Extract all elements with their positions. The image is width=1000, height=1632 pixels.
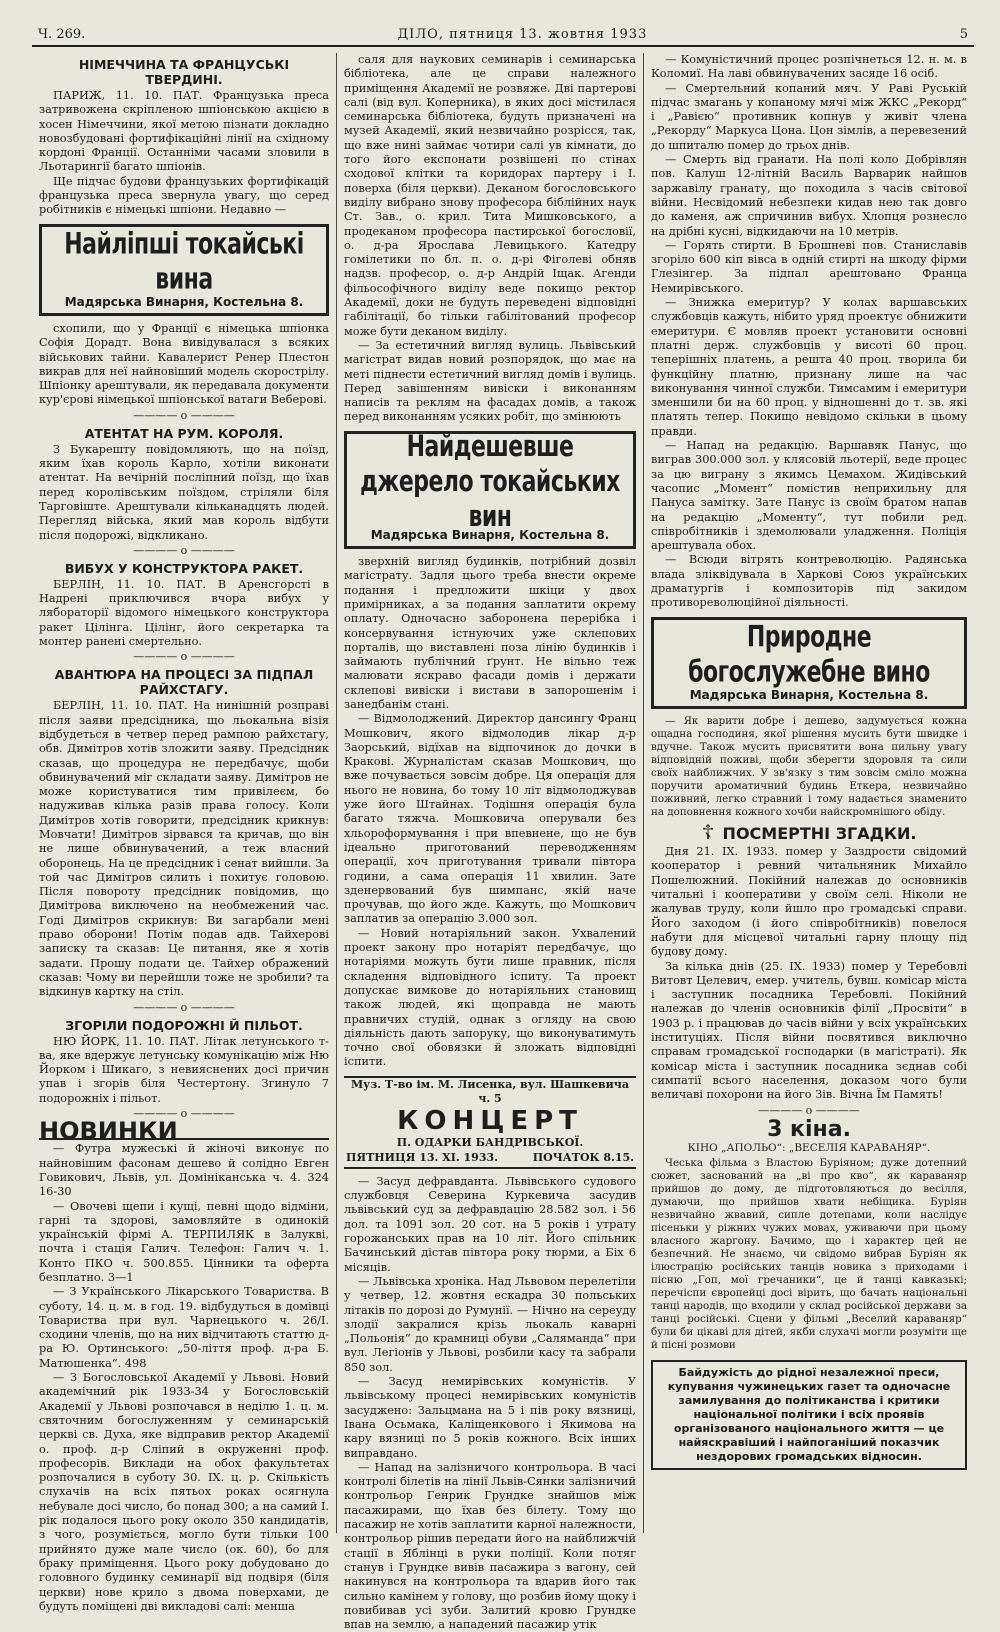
cinema-heading: 3 кіна. — [767, 1116, 851, 1142]
news-item: — Знижка емеритур? У колах варшавських службовців кажуть, нібито уряд проектує обнижити емеритури. Є мовляв проект установити основні платні держ. службовців у висоті 60 проц. теперішніх платень, а решта 40 проц. творила би функційну платню, признану лише на час виконування чинної служби. Тимсамим і емеритури зменшили би на 60 проц. у відношенні до т. зв. які платять тепер. Покищо невідомо скільки в цьому правди. — [651, 296, 967, 438]
concert-venue: Муз. Т-во ім. М. Лисенка, вул. Шашкевича ч. 5 — [351, 1077, 629, 1105]
concert-title: КОНЦЕРТ — [397, 1106, 583, 1137]
article-title: АТЕНТАТ НА РУМ. КОРОЛЯ. — [84, 425, 284, 441]
article-text: ПАРИЖ, 11. 10. ПАТ. Французька преса затривожена скріпленою шпіонською акцією в хосен Німеччини, якої метою пізнати докладно новозбудовані фортифікаційні лінії на східному кордоні Франції. Останніми часами зловили в Льотарингії багато шпіонів. — [39, 89, 329, 174]
article-title: ВИБУХ У КОНСТРУКТОРА РАКЕТ. — [64, 560, 304, 576]
news-item: — Засуд дефравданта. Львівського судового службовця Северина Куркевича засудив львівський суд за дефравдацію 28.582 зол. і 56 дол. та 1091 зол. 20 сот. на 5 років і утрату горожанських прав на 10 літ. Його спільник Бачинський дістав півтора року тюрми, а Біх 6 місяців. — [344, 1174, 636, 1274]
news-item: — Горять стирти. В Брошневі пов. Станиславів згоріло 600 кіп вівса в одній стирті на шкоду фірми Глезінгер. За підпал арештовано Франца Немирівського. — [651, 238, 967, 295]
ad-headline: Найдешевше джерело токайських вин — [360, 430, 620, 535]
news-item: — За естетичний вигляд вулиць. Львівський магістрат видав новий розпорядок, що має на меті піднести естетичний вигляд домів і вулиць. Перед завішенням вивіски і виконанням написів та реклям на фасадах домів, а також перед виконанням усяких робіт, що змінюють — [344, 338, 636, 424]
article-text: БЕРЛІН, 11. 10. ПАТ. В Аренсгорсті в Надрені приключився вчора вибух у ляборaторії відомого німецького конструктора ракет Цілінга. Цілінг, його секретарка та монтер ранені смертельно. — [39, 577, 329, 649]
column-3 — [644, 53, 974, 1533]
article-text: НЮ ЙОРК, 11. 10. ПАТ. Літак летунського т-ва, яке вдержує летунську комунікацію між Ню Йорком і Шикаго, з невияснених досі причин упав і згорів біля Честертону. Згинуло 7 подорожніх і пільот. — [39, 1034, 329, 1105]
obituaries-heading — [651, 819, 967, 844]
article-text: Ще підчас будови французьких фортифікацій французька преса звернула увагу, що серед робітників є німецькі шпіони. Недавно — — [39, 174, 329, 217]
obituary-text: Дня 21. IX. 1933. помер у Заздрости свідомий кооператор і ревний читальняник Михайло Пошелюжний. Покійний належав до основників читальні і кооперативи у своїм селі. Ніколи не жалував труду, коли йшло про громадські справи. Його заходом (і його співробітників) повелося набути для місцевої читальні гарну площу під будову дому. — [651, 845, 967, 959]
article-text: зверхній вигляд будинків, потрібний дозвіл магістрату. Задля цього треба внести окреме подання і предложити шкіци у двох примірниках, а за подання заплатити окрему оплату. Одночасно заборонена перерібка і консервування істнуючих уже склепових порталів, що виставлені поза лінію будинків і займають публічний ґрунт. Не вільно теж малювати яскраво фасади домів і держати склепові вивіски і вистави в запорошенім і занедбанім стані. — [344, 555, 636, 711]
article-title: НІМЕЧЧИНА ТА ФРАНЦУСЬКІ ТВЕРДИНІ. — [78, 57, 290, 87]
concert-performer: П. ОДАРКИ БАНДРІВСЬКОЇ. — [396, 1136, 584, 1150]
news-item: — Комуністичний процес розпічнеться 12. н. м. в Коломиї. На лаві обвинувачених засяде 16 осіб. — [651, 53, 967, 81]
news-item: — З Богословської Академії у Львові. Новий академічний рік 1933-34 у Богословській Академії у Львові розпочався в неділю 1. ц. м. святочним богослуженням у семинарській церкві св. Духа, яке відправив ректор Академії о. проф. д-р Сліпий в окруженні проф. професорів. Виклади на обох факультетах розпочалися в суботу 30. ІХ. ц. р. Скількість слухачів на всіх пятьох роках осягнула небувале досі число, бо понад 300; а на самий І. рік подалося цього року около 350 кандидатів, з чого, розуміється, могло бути тільки 100 прийнято дуже мале число (ок. 60), бо для браку приміщення. Цього року добудовано до головного будинку семинарії від подвіря (біля церкви) нове крило з двома поверхами, де будуть поміщені дві викладові салі: менша — [39, 1371, 330, 1613]
concert-details — [344, 1151, 636, 1169]
news-item: — Смертельний копаний мяч. У Раві Руській підчас змагань у копаному мячі між ЖКС „Рекорд“ і „Равією“ противник копнув у живіт члена „Рекорду“ Маркуса Цона. Цон зімлів, а перевезений до шпиталю помер до трьох днів. — [651, 81, 967, 152]
ad-address: Мадярська Винарня, Костельна 8. — [64, 294, 304, 309]
cross-icon: ☦ — [701, 819, 715, 844]
obituaries-title: ПОСМЕРТНІ ЗГАДКИ. — [722, 823, 917, 843]
news-item: — З Українського Лікарського Товариства. В суботу, 14. ц. м. в год. 19. відбудуться в домівці Товариства при вул. Чарнецького ч. 26/І. сходини членів, що на них відчитають статтю д-ра Ю. Ортинського: „50-ліття проф. д-ра Б. Матюшенка“. 498 — [39, 1285, 329, 1370]
concert-start: ПОЧАТОК 8.15. — [532, 1150, 634, 1164]
article-text: саля для наукових семинарів і семинарська бібліотека, але це справи належного приміщення Академії не розвяже. Дві партерові салі (від вул. Коперника), в яких досі містилася семинарська бібліотека, будуть призначені на музей Академії, який незвичайно розрісся, так, що вже нині займає чотири салі ув кімнати, до того його експонати розвішені по стінах сходової клітки та коридорах партеру і І. поверха (біля церкви). Деканом богословського виділу вибрано знову професора біблійних наук Ст. Зав., о. крил. Тита Мишковського, а продеканом професора пастирської богословії, о. д-ра Ярослава Левицького. Катедру гомілетики по бл. п. о. д-рі Фіголеві обняв надзв. професор, о. д-р Андрій Іщак. Агенди фільософічного виділу веде покищо ректор Академії, доки не будуть переведені відповідні габілітації, бо тільки габілітований професор може бути деканом виділу. — [344, 53, 636, 338]
separator: ———— o ———— — [758, 1103, 860, 1117]
article-title: ЗГОРІЛИ ПОДОРОЖНІ Й ПІЛЬОТ. — [65, 1017, 303, 1033]
article-text: схопили, що у Франції є німецька шпіонка Софія Дорадт. Вона вивідувалася з всяких військових тайни. Кавалерист Ренер Плестон викрав для неї найновіший модель скорострілу. Шпіонку арештували, як передавала документи кур'єрові німецької шпіонської ватаги Веберові. — [39, 321, 329, 407]
advertisement-cheapest-tokaj — [344, 431, 636, 549]
column-2 — [337, 53, 644, 1632]
article-text: БЕРЛІН, 11. 10. ПАТ. На нинішній розправі після заяви предсідника, що льокальна візія відбудеться в четвер перед рампою райхстагу, обв. Димітров хотів зложити заяву. Предсідник сказав, що процедура не передбачує, щоби обвинувачений міг складати заяву. Димітров не може користуватися тим привілеєм, бо надуживав кілька разів права голосу. Коли Димітров хотів говорити, предсідник крикнув: Мовчати! Димітров зірвався та кричав, що він не лише обвинувачений, а теж власний оборонець. На це предсідник і сенат вийшли. За той час Димітров силить і похитує головою. Після повороту предсідник повідомив, що Димітрова виключено на необмежений час. Годі Димітров скрикнув: Ви загарбали мені право оборони! Потім подав адв. Тайхерові записку та сказав: Це питання, яке я хотів задати. Прошу подати це. Тайхер ображений сказав: Чому ви перейшли тоже не зробили? та відкинув картку на стіл. — [39, 699, 329, 999]
news-item: — Засуд немирівських комуністів. У львівському процесі немирівських комуністів засуджено: Зальцмана на 5 і пів року вязниці, Івана Осьмака, Каліщенкового і Якимова на кару вязниці по 5 років кожного. Всіх інших виправдано. — [344, 1375, 636, 1460]
separator: ———— o ———— — [133, 1000, 235, 1014]
advertisement-tokaj — [39, 224, 329, 316]
concert-announcement — [344, 1076, 636, 1169]
press-appeal-box: Байдужість до рідної незалежної преси, купування чужинецьких газет та одночасне замилування до політиканства і критики національної політики і всіх проявів організованого національного життя — це найяскравіший і найпоганіший показчик нездорових громадських відносин. — [651, 1360, 967, 1470]
masthead-date: ДІЛО, пятниця 13. жовтня 1933 — [397, 27, 648, 42]
news-item: — Напад на редакцію. Варшавяк Панус, що виграв 300.000 зол. у клясовій льотерії, веде процес за цю виграну з якимсь Цемахом. Жидівський часопис „Момент“ помістив неприхильну для Пануса замітку. Зате Панус із своїм братом напав на редакцію „Моменту“, тут побили ред. співробітників і здемолювали уладження. Поліція арештувала обох. — [651, 439, 967, 553]
column-1 — [32, 53, 337, 1613]
section-heading-novynky: НОВИНКИ — [39, 1124, 329, 1140]
cinema-review: Чеська фільма з Властою Буріяном; дуже дотепний сюжет, заснований на „ві про кво“, як караваняр прийшов до дому, де підготовляються до весілля, думаючи, що прийшов хвати небіщика. Буріян незвичайно жвавий, сипле дотепами, коли наслідує пісеньки у ріжних чужих мовах, уживаючи при цьому власного жаргону. Бачимо, що і характер цей не безпечний. Не знаємо, чи свідомо вибрав Буріян як ілюстрацію російських танців новика з приходами і пісню „Гоп, мої гречаники“, це й танці кавказькі; перечіспи європейці досі вірить, що бачать національні танці народів, що входили у склад російської держави за танці російські. Сцени у фільмі „Веселий караваняр“ були би цікаві для дітей, якби слухачі могли розуміти ще й пісні розмови — [651, 1157, 967, 1352]
concert-date: ПЯТНИЦЯ 13. XI. 1933. — [346, 1150, 498, 1164]
news-item: — Відмолоджений. Директор дансингу Франц Мошкович, якого відмолодив лікар д-р Заорський, відїхав на відпочинок до дочки в Кракові. Журналістам сказав Мошкович, що вже почувається зовсім добре. Ця операція для нього не новина, бо тому 10 літ відмолоджував уже його Штайнах. Тодішня операція була багато тяжча. Мошковича оперували без хльороформування і при впевнене, що не був ідеально приготований переводженням операції, хоч приготування тривали півтора години, а сама операція 11 хвилин. Зате зденервований був шимпанс, якій наче прочував, що його жде. Кажуть, що Мошкович заплатив за операцію 3.000 зол. — [344, 712, 636, 926]
issue-number: Ч. 269. — [38, 27, 86, 42]
article-text: З Букарешту повідомляють, що на поїзд, яким їхав король Карло, хотіли виконати атентат. На вечірній посліпний поїзд, що їхав перед королівським поїздом, стріляли біля Тарговіште. Арештували кільканадцять людей. Перегляд війська, який мав король відбути після подорожі, відкликано. — [39, 442, 329, 542]
news-item: — Всюди вітрять контреволюцію. Радянська влада зліквідувала в Харкові Союз українських драматургів і композиторів під закидом противореволюційної діяльності. — [651, 553, 967, 610]
advertorial-text: — Як варити добре і дешево, задумується кожна ощадна господиня, якої рішення мусить бути швидке і вдучне. Також мусить присвятити вона пильну увагу відповідній поживі, щоби зберегти здоровля та сили своїх найближчих. У зв'язку з тим зовсім сміло можна поручити ароматичний будинь Еткера, незвичайно поживний, легко стравний і тому надається знаменито на доповнення кожного хочби найскромнішого обіду. — [651, 714, 967, 818]
separator: ———— o ———— — [133, 650, 235, 664]
separator: ———— o ———— — [133, 408, 235, 422]
news-item: — Смерть від гранати. На полі коло Добрівлян пов. Калуш 12-літній Василь Варварик найшов заржавілу гранату, що походила з часів світової війни. Несвідомий небезпеки кидав нею так довго до каменя, аж спричинив вибух. Хлопця рознесло на дрібні кусні, відкидаючи на 10 метрів. — [651, 153, 967, 238]
obituary-text: За кілька днів (25. IX. 1933) помер у Теребовлі Витовт Целевич, емер. учитель, бувш. комісар міста і заступник посадника Теребовлі. Покійний належав до членів основників філії „Просвіти“ в 1903 р. і працював до часів війни у всіх українських інституціях. Після війни посвятився виключно справам громадської господарки (в магістраті). Як комісар міста і заступник посадника зєднав собі симпатії всього населення, доказом чого були величаві похорони на його Зів. Вічна Їм Память! — [651, 959, 967, 1102]
news-item: — Новий нотаріяльний закон. Ухвалений проект закону про нотаріят передбачує, що нотаріями можуть бути лише правник, після складення відповідного іспиту. Та проект допускає вимкове до нотаріяльних становищ також людей, які щоправда не мають правничих студій, однак з огляду на свою діяльність дають запоруку, що виконуватимуть точно свої обовязки й зложать відповідні іспити. — [344, 926, 636, 1069]
cinema-subtitle: КІНО „АПОЛЬО“: „ВЕСЕЛІЯ КАРАВАНЯР“. — [687, 1141, 931, 1154]
article-title: АВАНТЮРА НА ПРОЦЕСІ ЗА ПІДПАЛ РАЙХСТАГУ. — [54, 667, 314, 698]
ad-headline: Природне богослужебне вино — [688, 620, 930, 690]
ad-headline: Найліпші токайські вина — [64, 227, 304, 297]
news-item: — Львівська хроніка. Над Львовом перелетіли у четвер, 12. жовтня ескадра 30 польських літаків по дорозі до Румунії. — Нічно на сереуду злодії закралися крізь льокаль каварні „Польонія“ до крамниці обуви „Саляманда“ при вул. Легіонів у Львові, розбили касу та забрали 850 зол. — [344, 1274, 636, 1374]
ad-address: Мадярська Винарня, Костельна 8. — [370, 527, 610, 542]
news-item: — Овочеві щепи і кущі, певні щодо відміни, гарні та здорові, замовляйте в одинокій українській фірмі А. ТЕРПИЛЯК в Залуквi, почта і стація Галич. Телефон: Галич ч. 1. Конто ПКО ч. 500.855. Цінники та офертa безплатно. 3—1 — [39, 1199, 329, 1284]
page-number: 5 — [959, 27, 968, 42]
news-item: — Футра мужеські й жіночі виконує по найновішим фасонам дешево й солідно Евген Говикович, Львів, ул. Домініканська ч. 4. 324 16-30 — [39, 1142, 329, 1199]
advertisement-altar-wine — [651, 617, 967, 709]
separator: ———— o ———— — [133, 543, 235, 557]
separator: ———— o ———— — [133, 1107, 235, 1121]
page-header — [32, 22, 974, 47]
ad-address: Мадярська Винарня, Костельна 8. — [689, 687, 929, 702]
news-item: — Напад на залізничого контрольора. В часі контролі білетів на лінії Львів-Сянки залізничий контрольор Генрик Грундке знайшов між пасажирами, що їхав без білету. Тому що пасажир не хотів заплатити карної належности, контрольор рішив передати його на найближчій стації в Яблінці в руки поліції. Коли потяг станув і Грундке вивів пасажира з вагону, сей накинувся на контрольора та вдарив його так сильно камінем у голову, що розбив йому щоку і повибивав усі зуби. Залитий кровю Грундке впав на землю, а нападений пасажир утік — [344, 1460, 636, 1632]
